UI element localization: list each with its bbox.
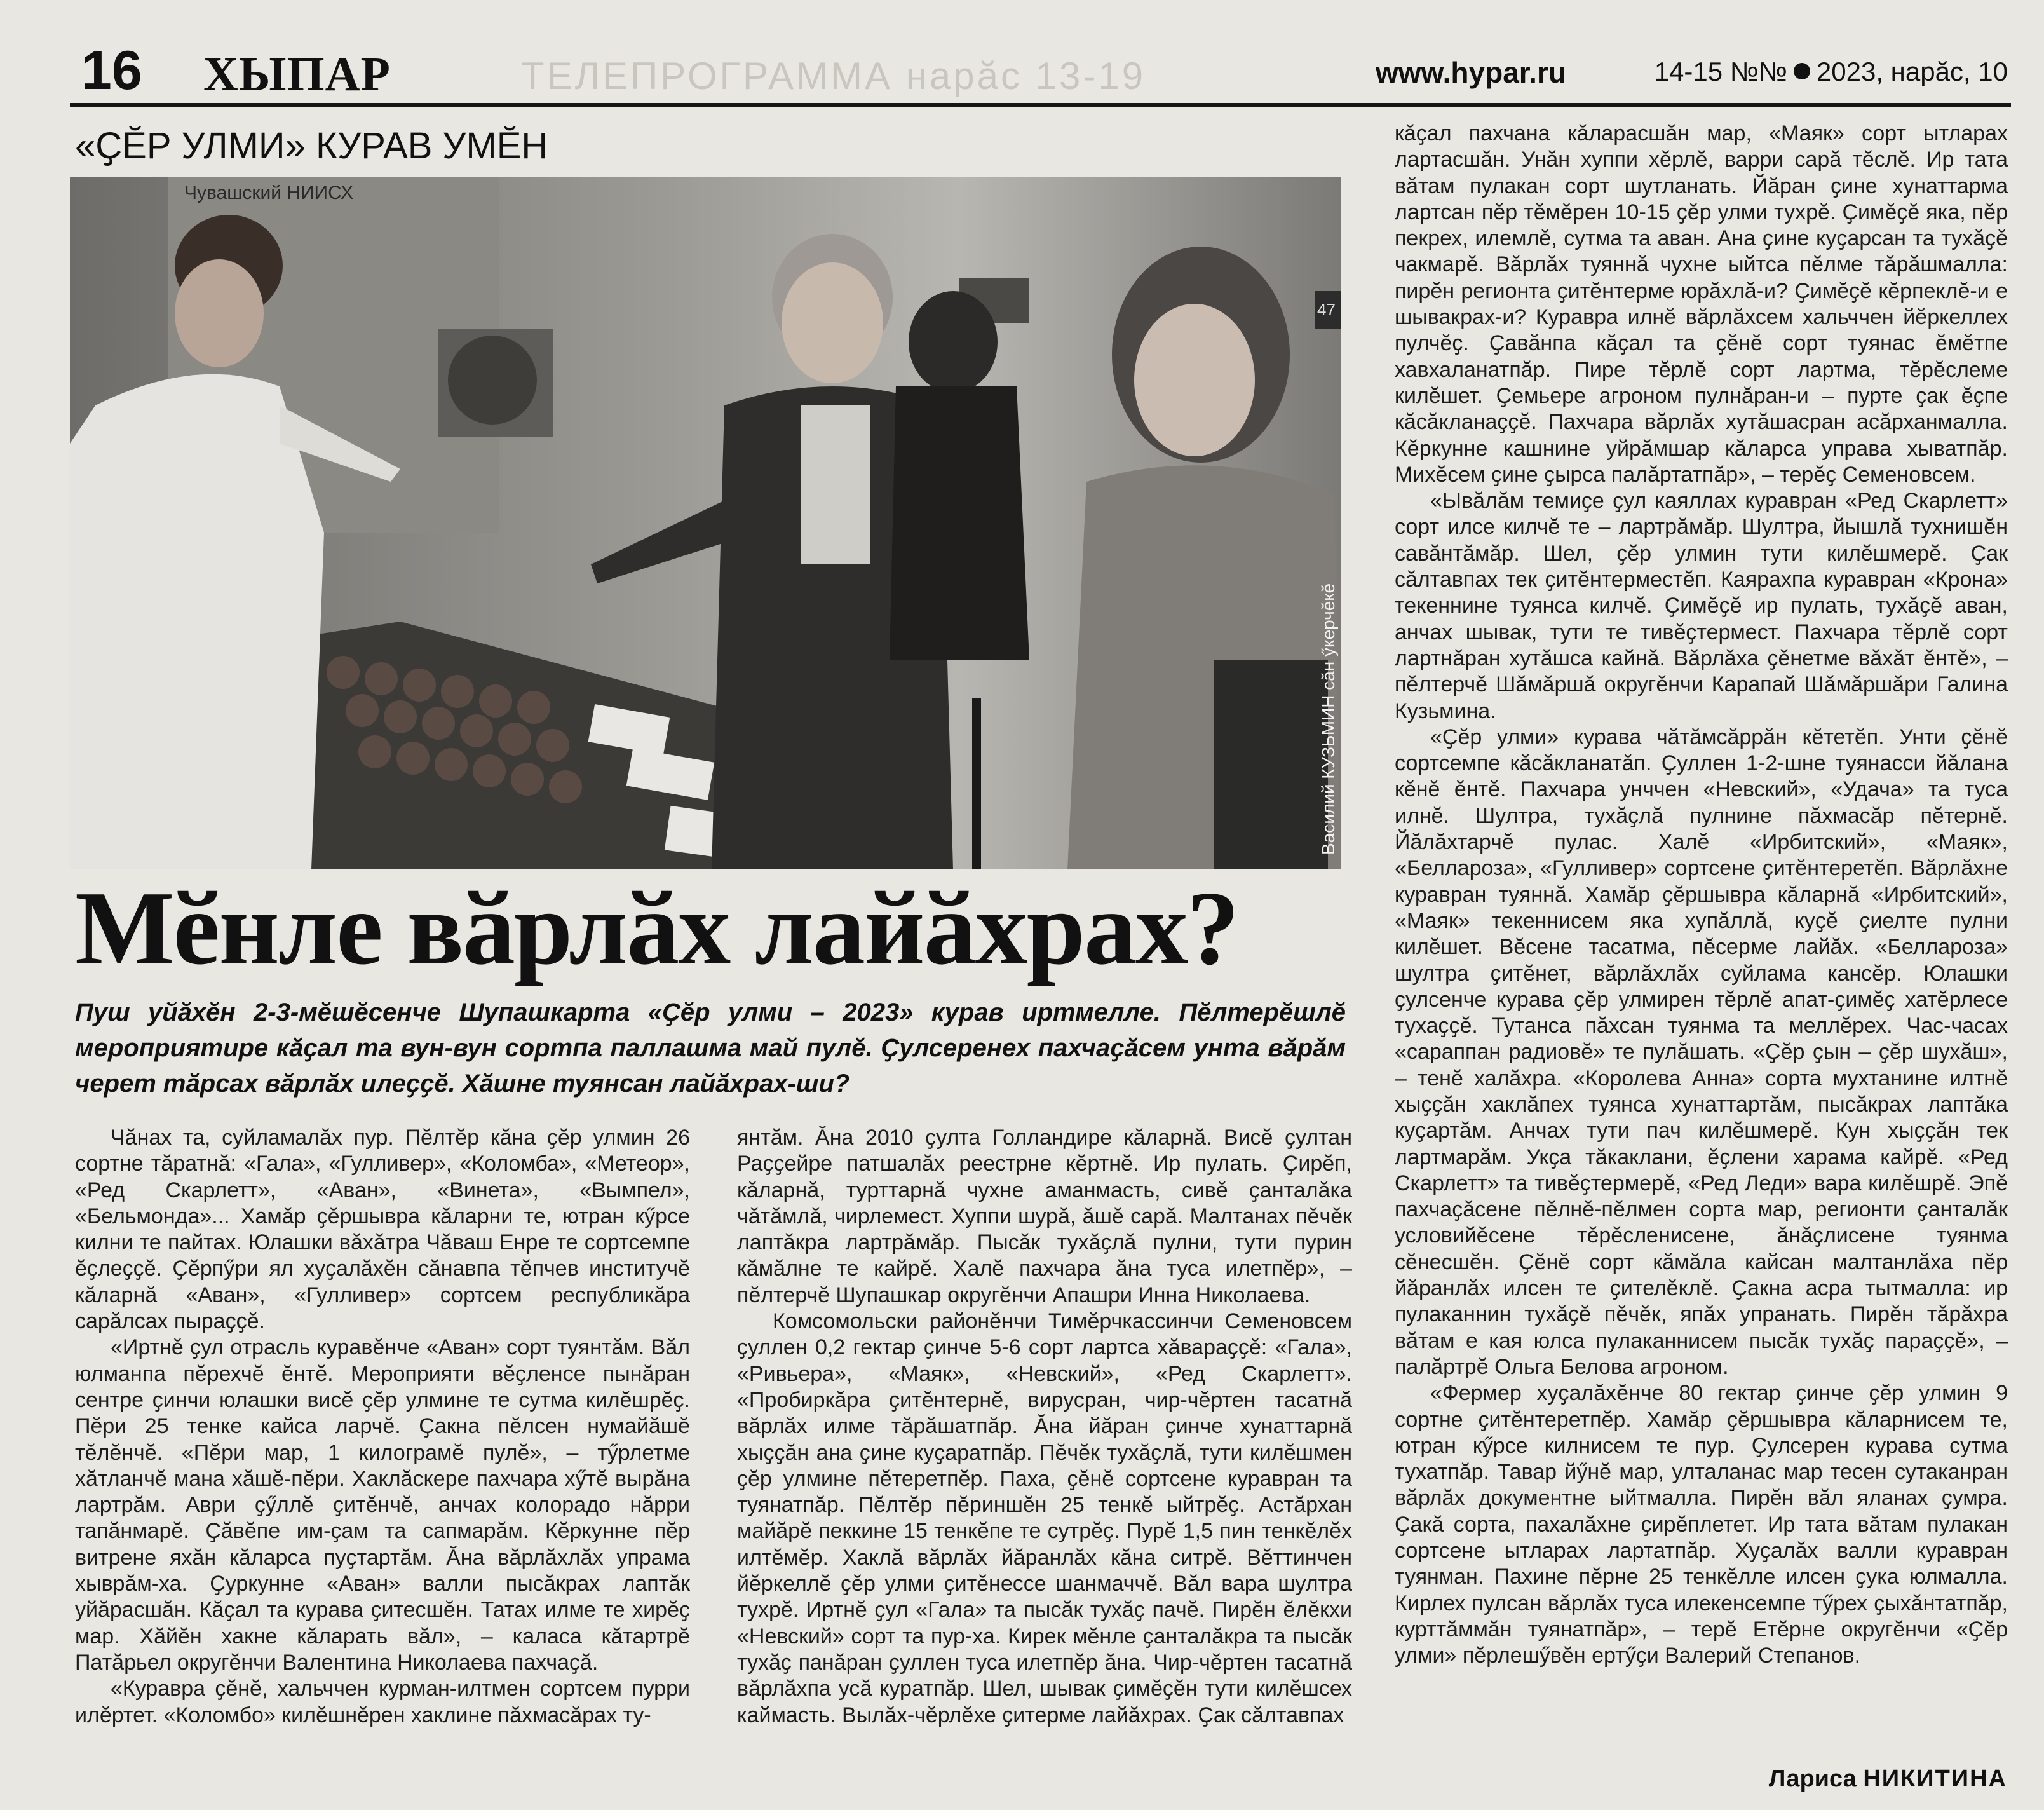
page-number: 16	[81, 40, 142, 101]
author-first-name: Лариса	[1768, 1766, 1857, 1792]
article-headline: Мӗнле вӑрлӑх лайӑхрах?	[75, 869, 1238, 986]
stand-sign: Чувашский НИИСХ	[184, 182, 354, 203]
paragraph: Комсомольски районӗнчи Тимӗрчкассинчи Семеновсем ҫуллен 0,2 гектар ҫинче 5-6 сорт лартса хӑвараҫҫӗ: «Гала», «Ривьера», «Маяк», «Невский», «Ред Скарлетт». «Пробиркӑра ҫитӗнтернӗ, вирусран, чир-чӗртен тасатнӑ вӑрлӑх илме тӑрӑшатпӑр. Ӑна йӑран ҫинче хунаттарнӑ хыҫҫӑн ана ҫине куҫаратпӑр. Пӗчӗк тухӑҫлӑ, тути килӗшмен ҫӗр улмине пӗтеретпӗр. Паха, ҫӗнӗ сортсене куравран та туянатпӑр. Пӗлтӗр пӗриншӗн 25 тенкӗ ыйтрӗҫ. Астӑрхан майӑрӗ пеккине 15 тенкӗпе те сутрӗҫ. Пурӗ 1,5 пин тенкӗлӗх илтӗмӗр. Хаклӑ вӑрлӑх йӑранлӑх кӑна ситрӗ. Вӗттинчен йӗркеллӗ ҫӗр улми ҫитӗнессе шанмаччӗ. Вӑл вара шултра тухрӗ. Иртнӗ ҫул «Гала» та пысӑк тухӑҫ пачӗ. Пирӗн ӗлӗкхи «Невский» сорт та пур-ха. Кирек мӗнле ҫанталӑкра та пысӑк тухӑҫ панӑран ҫуллен туса илетпӗр ӑна. Чир-чӗртен тасатнӑ вӑрлӑхпа усӑ куратпӑр. Шел, шывак ҫимӗҫӗн тути килӗшсех каймасть. Вылӑх-чӗрлӗхе ҫитерме лайӑхрах. Ҫак сӑлтавпах	[737, 1309, 1352, 1727]
paragraph: «Ҫӗр улми» курава чӑтӑмсӑррӑн кӗтетӗп. Унти ҫӗнӗ сортсемпе кӑсӑкланатӑп. Ҫуллен 1-2-шне туянасси йӑлана кӗнӗ ӗнтӗ. Пахчара унччен «Невский», «Удача» та туса илнӗ. Шултра, тухӑҫлӑ пулнине пӑхмасӑр пӗтернӗ. Йӑлӑхтарчӗ пулас. Халӗ «Ирбитский», «Маяк», «Беллароза», «Гулливер» сортсене ҫитӗнтеретӗп. Вӑрлӑхне куравран туяннӑ. Хамӑр ҫӗршывра кӑларнӑ «Ирбитский», «Маяк» текеннисем яка хупӑллӑ, куҫӗ ҫиелте пулни килӗшет. Вӗсене тасатма, пӗсерме лайӑх. «Беллароза» шултра ҫитӗнет, вӑрлӑхлӑх суйлама кансӗр. Юлашки ҫулсенче курава ҫӗр улмирен тӗрлӗ апат-ҫимӗҫ хатӗрлесе тухаҫҫӗ. Тутанса пӑхсан туянма та меллӗрех. Час-часах «сараппан радиовӗ» те пулӑшать. «Ҫӗр ҫын – ҫӗр шухӑш», – тенӗ халӑхра. «Королева Анна» сорта мухтанине илтнӗ хыҫҫӑн хаклӑпех туянса хунаттартӑм, пысӑкрах лаптӑка куҫартӑм. Анчах тути пач килӗшмерӗ. Кун хыҫҫӑн тек лартмарӑм. Укҫа тӑкаклани, ӗҫлени харама кайрӗ. «Ред Скарлетт» та тивӗҫтермерӗ, «Ред Леди» вара килӗшрӗ. Эпӗ пахчаҫӑсене пӗлнӗ-пӗлмен сорта мар, регионти ҫанталӑк условийӗсене тӗрӗсленисене, ӑнӑҫлисене туянма сӗнесшӗн. Ҫӗнӗ сорт кӑмӑла кайсан малтанлӑха пӗр йӑранлӑх илсен те ҫителӗклӗ. Ҫакна асра тытмалла: ир пулаканнин тухӑҫӗ пӗчӗк, япӑх упранать. Пирӗн тӑрӑхра вӑтам е кая юлса пулаканнисем пысӑк тухӑҫ параҫҫӗ», – палӑртрӗ Ольга Белова агроном.	[1395, 725, 2008, 1379]
body-column-2	[737, 1125, 1352, 1792]
issue-info	[1655, 57, 2008, 87]
website-link[interactable]: www.hypar.ru	[1376, 56, 1566, 89]
article-photo	[70, 177, 1341, 869]
bleed-through-text: ТЕЛЕПРОГРАММА нарӑс 13-19	[521, 55, 1146, 97]
author-last-name: НИКИТИНА	[1863, 1766, 2007, 1792]
paragraph: «Ывӑлӑм темиҫе ҫул каяллах куравран «Ред Скарлетт» сорт илсе килчӗ те – лартрӑмӑр. Шултра, йышлӑ тухнишӗн савӑнтӑмӑр. Шел, ҫӗр улмин тути килӗшмерӗ. Ҫак сӑлтавпах тек ҫитӗнтерместӗп. Каярахпа куравран «Крона» текеннине туянса килчӗ. Ҫимӗҫӗ ир пулать, тухӑҫӗ аван, анчах шывак, тути те тивӗҫтермест. Пахчара тӗрлӗ сорт лартнӑран хутӑшса кайнӑ. Вӑрлӑха ҫӗнетме вӑхӑт ӗнтӗ», – пӗлтерчӗ Шӑмӑршӑ округӗнчи Карапай Шӑмӑршӑри Галина Кузьмина.	[1395, 489, 2008, 723]
issue-date: 2023, нарӑс, 10	[1816, 57, 2008, 86]
stand-number: 47	[1317, 300, 1336, 319]
paragraph: «Куравра ҫӗнӗ, хальччен курман-илтмен сортсем пурри илӗртет. «Коломбо» килӗшнӗрен хаклине пӑхмасӑрах ту-	[75, 1677, 690, 1727]
paragraph: янтӑм. Ӑна 2010 ҫулта Голландире кӑларнӑ. Висӗ ҫултан Раҫҫейре патшалӑх реестрне кӗртнӗ. Ир пулать. Ҫирӗп, кӑларнӑ, турттарнӑ чухне аманмасть, сивӗ ҫанталӑка чӑтӑмлӑ, чирлемест. Хуппи шурӑ, ӑшӗ сарӑ. Малтанах пӗчӗк лаптӑкра лартрӑмӑр. Пысӑк тухӑҫлӑ пулни, тути пурин кӑмӑлне те кайрӗ. Халӗ пахчара ӑна туса илетпӗр», – пӗлтерчӗ Шупашкар округӗнчи Апашри Инна Николаева.	[737, 1126, 1352, 1307]
newspaper-name: ХЫПАР	[203, 48, 391, 101]
paragraph: кӑҫал пахчана кӑларасшӑн мар, «Маяк» сорт ытларах лартасшӑн. Унӑн хуппи хӗрлӗ, варри сарӑ тӗслӗ. Ир тата вӑтам пулакан сорт шутланать. Йӑран ҫине хунаттарма лартсан пӗр тӗмӗрен 10-15 ҫӗр улми тухрӗ. Ҫимӗҫӗ яка, пӗр пекрех, илемлӗ, сутма та аван. Ана ҫине куҫарсан та тухӑҫӗ чакмарӗ. Вӑрлӑх туяннӑ чухне ыйтса пӗлме тӑрӑшмалла: пирӗн регионта ҫитӗнтерме юрӑхлӑ-и? Ҫимӗҫӗ кӗрпеклӗ-и е шывакрах-и? Куравра илнӗ вӑрлӑхсем хальччен йӗркеллех пулчӗҫ. Ҫавӑнпа кӑҫал та ҫӗнӗ сорт туянас ӗмӗтпе хавхаланатпӑр. Пире тӗрлӗ сорт лартма, тӗрӗслеме килӗшет. Ҫемьере агроном пулнӑран-и – пурте ҫак ӗҫпе кӑсӑкланаҫҫӗ. Пахчара вӑрлӑх хутӑшасран асӑрханмалла. Кӗркунне кашнине уйрӑмшар кӑларса управа хыватпӑр. Михӗсем ҫине ҫырса палӑртатпӑр», – терӗҫ Семеновсем.	[1395, 121, 2008, 487]
masthead-rule	[70, 103, 2011, 107]
author-byline	[1769, 1766, 2007, 1793]
paragraph: «Фермер хуҫалӑхӗнче 80 гектар ҫинче ҫӗр улмин 9 сортне ҫитӗнтеретпӗр. Хамӑр ҫӗршывра кӑларнисем те, ютран кӳрсе килнисем те пур. Ҫулсерен курава сутма тухатпӑр. Тавар йӳнӗ мар, улталанас мар тесен сутаканран вӑрлӑх документне ыйтмалла. Пирӗн вӑл яланах ҫумра. Ҫакӑ сорта, пахалӑхне ҫирӗплетет. Ир тата вӑтам пулакан сортсене ытларах лартатпӑр. Хуҫалӑх валли куравран туянман. Пахине пӗрне 25 тенкӗлле илсен ҫука юлмалла. Кирлех пулсан вӑрлӑх туса илекенсемпе тӳрех ҫыхӑнтатпӑр, курттӑммӑн туянатпӑр», – терӗ Етӗрне округӗнчи «Ҫӗр улми» пӗрлешӳвӗн ертӳҫи Валерий Степанов.	[1395, 1381, 2008, 1668]
photo-illustration	[70, 177, 1341, 869]
photo-credit: Василий КУЗЬМИН сӑн ӳкерчӗкӗ	[1318, 583, 1338, 855]
paragraph: «Иртнӗ ҫул отрасль куравӗнче «Аван» сорт туянтӑм. Вӑл юлманпа пӗрехчӗ ӗнтӗ. Мероприяти вӗҫленсе пынӑран сентре ҫинчи юлашки висӗ ҫӗр улмине те сутма килӗшрӗҫ. Пӗри 25 тенке кайса ларчӗ. Ҫакна пӗлсен нумайӑшӗ тӗлӗнчӗ. «Пӗри мар, 1 килограмӗ пулӗ», – тӳрлетме хӑтланчӗ мана хӑшӗ-пӗри. Хаклӑскере пахчара хӳтӗ вырӑна лартрӑм. Аври ҫӳллӗ ҫитӗнчӗ, анчах колорадо нӑрри тапӑнмарӗ. Ҫӑвӗпе им-ҫам та сапмарӑм. Кӗркунне пӗр витрене яхӑн кӑларса пуҫтартӑм. Ӑна вӑрлӑхлӑх упрама хыврӑм-ха. Ҫуркунне «Аван» валли пысӑкрах лаптӑк уйӑрасшӑн. Кӑҫал та курава ҫитесшӗн. Татах илме те хирӗҫ мар. Хӑйӗн хакне кӑларать вӑл», – каласа кӑтартрӗ Патӑрьел округӗнчи Валентина Николаева пахчаҫӑ.	[75, 1335, 690, 1675]
bullet-icon	[1794, 63, 1810, 79]
article-lead: Пуш уйӑхӗн 2-3-мӗшӗсенче Шупашкарта «Ҫӗр улми – 2023» курав иртмелле. Пӗлтерӗшлӗ мероприятире кӑҫал та вун-вун сортпа паллашма май пулӗ. Ҫулсеренех пахчаҫӑсем унта вӑрӑм черет тӑрсах вӑрлӑх илеҫҫӗ. Хӑшне туянсан лайӑхрах-ши?	[75, 998, 1346, 1098]
paragraph: Чӑнах та, суйламалӑх пур. Пӗлтӗр кӑна ҫӗр улмин 26 сортне тӑратнӑ: «Гала», «Гулливер», «Коломба», «Метеор», «Ред Скарлетт», «Аван», «Винета», «Вымпел», «Бельмонда»... Хамӑр ҫӗршывра кӑларни те, ютран кӳрсе килни те пайтах. Юлашки вӑхӑтра Чӑваш Енре те сортсемпе ӗҫлеҫҫӗ. Ҫӗрпӳри ял хуҫалӑхӗн сӑнавпа тӗпчев институчӗ кӑларнӑ «Аван», «Гулливер» сортсем республикӑра сарӑлсах пыраҫҫӗ.	[75, 1126, 690, 1334]
masthead	[70, 39, 2008, 103]
section-title: «ҪӖР УЛМИ» КУРАВ УМӖН	[75, 125, 548, 167]
issue-numbers: 14-15 №№	[1654, 57, 1787, 86]
body-column-1	[75, 1125, 690, 1792]
body-column-3	[1395, 121, 2008, 1760]
